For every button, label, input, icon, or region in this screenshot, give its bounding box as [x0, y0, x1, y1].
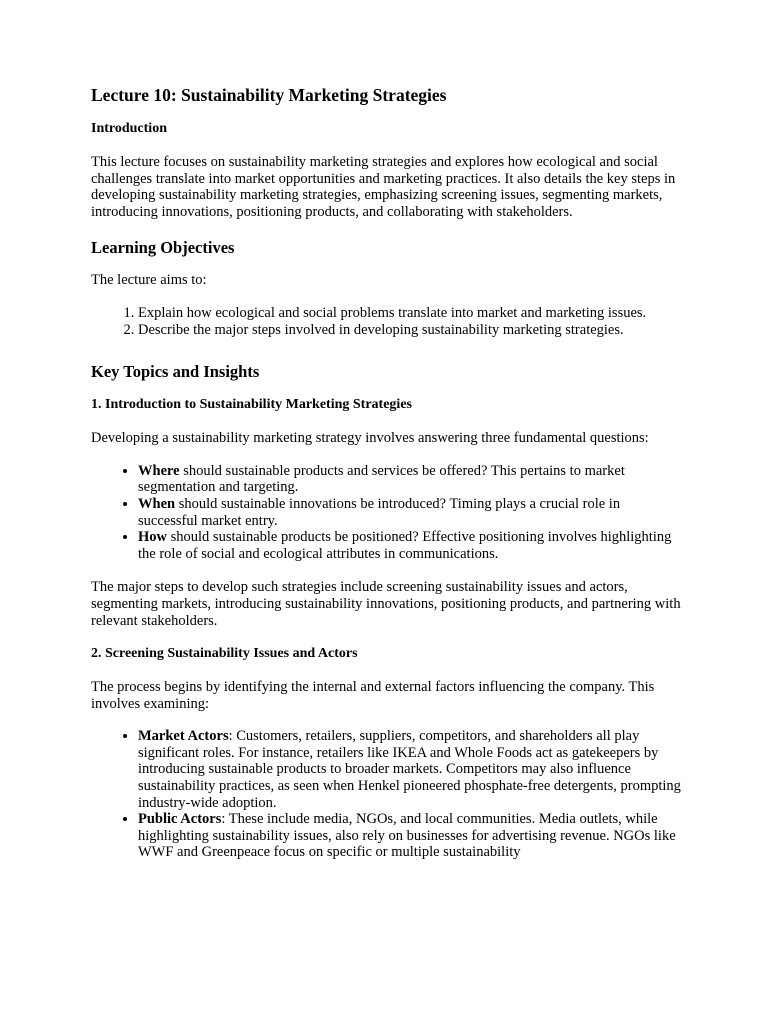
list-item: [138, 496, 681, 529]
list-item: [138, 463, 681, 496]
list-item-text: should sustainable innovations be introduced? Timing plays a crucial role in successful market entry.: [138, 495, 621, 529]
objectives-list: [91, 305, 681, 338]
list-item-term: When: [138, 495, 176, 512]
learning-objectives-heading: Learning Objectives: [91, 238, 235, 258]
list-item-text: : Customers, retailers, suppliers, competitors, and shareholders all play significant roles. For instance, retailers like IKEA and Whole Foods act as gatekeepers by introducing sustainable products to broader markets. Competitors may also influence sustainability practices, as seen when Henkel pioneered phosphate-free detergents, prompting industry-wide adoption.: [138, 728, 681, 811]
objective-item: 2. Describe the major steps involved in developing sustainability marketing strategies.: [138, 322, 681, 339]
list-item: [138, 529, 681, 562]
list-item-text: : These include media, NGOs, and local communities. Media outlets, while highlighting sustainability issues, also rely on businesses for advertising revenue. NGOs like WWF and Greenpeace focus on specific or multiple sustainability: [138, 811, 676, 861]
list-item-term: Market Actors: [138, 728, 229, 745]
list-item-text: should sustainable products and services be offered? This pertains to market segmentation and targeting.: [138, 462, 625, 496]
document-page: [91, 84, 681, 878]
document-title: Lecture 10: Sustainability Marketing Strategies: [91, 85, 447, 105]
key-topics-heading: Key Topics and Insights: [91, 362, 260, 382]
list-item-term: How: [138, 529, 167, 546]
section2-lead: The process begins by identifying the internal and external factors influencing the company. This involves examining:: [91, 679, 655, 712]
section1-lead: Developing a sustainability marketing strategy involves answering three fundamental questions:: [91, 430, 649, 447]
objective-item: 1. Explain how ecological and social problems translate into market and marketing issues.: [138, 305, 681, 322]
list-item: [138, 811, 681, 861]
section2-actors-list: [91, 728, 681, 861]
list-item-text: should sustainable products be positioned? Effective positioning involves highlighting the role of social and ecological attributes in communications.: [138, 529, 672, 562]
introduction-paragraph: This lecture focuses on sustainability marketing strategies and explores how ecological and social challenges translate into market opportunities and marketing practices. It also details the key steps in developing sustainability marketing strategies, emphasizing screening issues, segmenting markets, introducing innovations, positioning products, and collaborating with stakeholders.: [91, 154, 676, 220]
section1-heading: 1. Introduction to Sustainability Marketing Strategies: [91, 397, 412, 413]
section2-heading: 2. Screening Sustainability Issues and Actors: [91, 646, 358, 662]
list-item-term: Where: [138, 462, 180, 479]
section1-closing: The major steps to develop such strategies include screening sustainability issues and actors, segmenting markets, introducing sustainability innovations, positioning products, and partnering with relevant stakeholders.: [91, 579, 681, 629]
list-item: [138, 728, 681, 811]
introduction-heading: Introduction: [91, 121, 167, 136]
list-item-term: Public Actors: [138, 811, 222, 828]
objectives-lead: The lecture aims to:: [91, 272, 207, 289]
section1-questions-list: [91, 463, 681, 563]
